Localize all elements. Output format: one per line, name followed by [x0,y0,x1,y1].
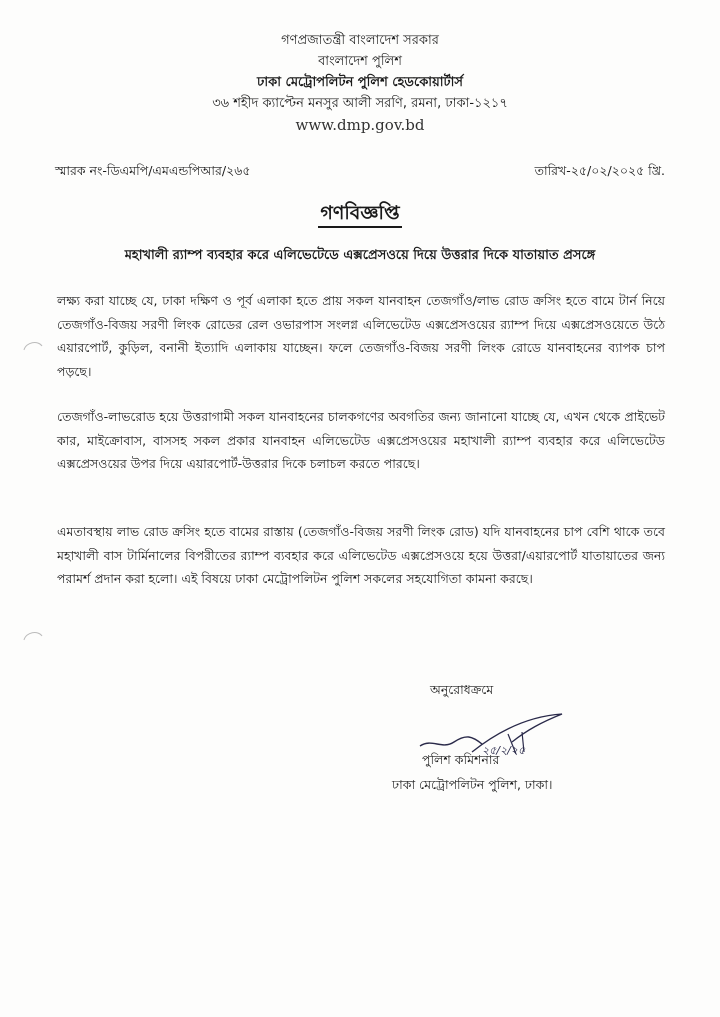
office-address: ৩৬ শহীদ ক্যাপ্টেন মনসুর আলী সরণি, রমনা, ঢাকা-১২১৭ [212,96,508,111]
signature-date: ২৫/২/২৫ [482,744,526,757]
body-paragraph-3: এমতাবস্থায় লাভ রোড ক্রসিং হতে বামের রাস্তায় (তেজগাঁও-বিজয় সরণী লিংক রোড) যদি যানবাহনের চাপ বেশি থাকে তবে মহাখালী বাস টার্মিনালের বিপরীতের র‍্যাম্প ব্যবহার করে এলিভেটেড এক্সপ্রেসওয়ে হয়ে উত্তরা/এয়ারপোর্ট যাতায়াতের জন্য পরামর্শ প্রদান করা হলো। এই বিষয়ে ঢাকা মেট্রোপলিটন পুলিশ সকলের সহযোগিতা কামনা করছে। [57,524,665,586]
closing-salutation: অনুরোধক্রমে [430,682,494,697]
government-name: গণপ্রজাতন্ত্রী বাংলাদেশ সরকার [281,33,439,48]
notice-title: গণবিজ্ঞপ্তি [318,200,401,228]
body-paragraph-2: তেজগাঁও-লাভরোড হয়ে উত্তরাগামী সকল যানবাহনের চালকগণের অবগতির জন্য জানানো যাচ্ছে যে, এখন থেকে প্রাইভেট কার, মাইক্রোবাস, বাসসহ সকল প্রকার যানবাহন এলিভেটেড এক্সপ্রেসওয়ের মহাখালী র‍্যাম্প ব্যবহার করে এলিভেটেড এক্সপ্রেসওয়ের উপর দিয়ে এয়ারপোর্ট-উত্তরার দিকে চলাচল করতে পারছে। [57,409,665,471]
notice-subject: মহাখালী র‍্যাম্প ব্যবহার করে এলিভেটেডে এক্সপ্রেসওয়ে দিয়ে উত্তরার দিকে যাতায়াত প্রসঙ্গে [124,248,596,263]
punch-hole-mark [22,628,44,642]
signatory-organization: ঢাকা মেট্রোপলিটন পুলিশ, ঢাকা। [392,777,553,792]
office-name: ঢাকা মেট্রোপলিটন পুলিশ হেডকোয়ার্টার্স [257,75,463,90]
punch-hole-mark [22,338,44,352]
website-link[interactable]: www.dmp.gov.bd [295,116,425,134]
memo-number: স্মারক নং-ডিএমপি/এমএন্ডপিআর/২৬৫ [55,163,251,178]
body-paragraph-1: লক্ষ্য করা যাচ্ছে যে, ঢাকা দক্ষিণ ও পূর্ব এলাকা হতে প্রায় সকল যানবাহন তেজগাঁও/লাভ রোড ক্রসিং হতে বামে টার্ন নিয়ে তেজগাঁও-বিজয় সরণী লিংক রোডের রেল ওভারপাস সংলগ্ন এলিভেটেড এক্সপ্রেসওয়ের র‍্যাম্প দিয়ে এক্সপ্রেসওয়েতে উঠে এয়ারপোর্ট, কুড়িল, বনানী ইত্যাদি এলাকায় যাচ্ছেন। ফলে তেজগাঁও-বিজয় সরণী লিংক রোডে যানবাহনের ব্যাপক চাপ পড়ছে। [57,293,665,379]
letterhead [0,30,720,136]
notice-date: তারিখ-২৫/০২/২০২৫ খ্রি. [534,163,665,178]
department-name: বাংলাদেশ পুলিশ [318,54,402,69]
notice-heading [0,200,720,228]
signatory-title: পুলিশ কমিশনার [422,752,500,767]
